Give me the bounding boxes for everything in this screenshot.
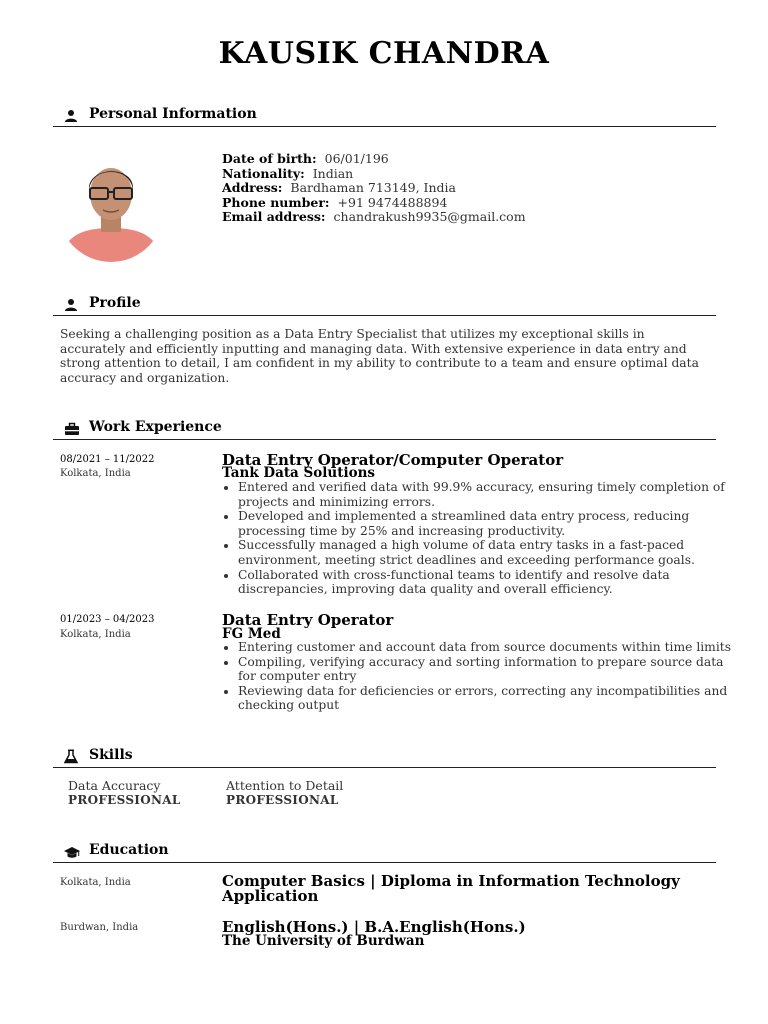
- personal-info-row: Nationality: Indian: [222, 165, 354, 181]
- personal-info-row: Date of birth: 06/01/196: [222, 151, 389, 166]
- job-location: Kolkata, India: [60, 468, 131, 479]
- personal-info-row: Address: Bardhaman 713149, India: [222, 180, 456, 196]
- personal-info-row: Email address: chandrakush9935@gmail.com: [222, 209, 526, 225]
- job-dates: 08/2021 – 11/2022: [60, 454, 155, 465]
- education-location: Burdwan, India: [60, 922, 139, 933]
- skill-item: [226, 779, 343, 807]
- personal-info-row: Phone number: +91 9474488894: [222, 194, 448, 210]
- person-icon: [64, 108, 82, 124]
- briefcase-icon: [64, 421, 82, 437]
- list-item: • Developed and implemented a streamlined data entry process, reducing processing time by 25% and increasing productivity.: [238, 509, 738, 538]
- profile-photo: [57, 150, 165, 262]
- section-title: Education: [89, 842, 169, 858]
- list-item: • Entering customer and account data from source documents within time limits: [238, 640, 738, 655]
- education-title: English(Hons.) | B.A.English(Hons.): [222, 918, 526, 936]
- skill-level: PROFESSIONAL: [68, 793, 181, 807]
- job-title: Data Entry Operator: [222, 611, 394, 629]
- job-company: Tank Data Solutions: [222, 465, 375, 481]
- job-title: Data Entry Operator/Computer Operator: [222, 451, 564, 469]
- skill-name: Attention to Detail: [226, 778, 344, 793]
- education-location: Kolkata, India: [60, 877, 131, 888]
- person-icon: [64, 297, 82, 313]
- section-header-profile: [53, 295, 716, 316]
- section-title: Profile: [89, 295, 141, 311]
- skill-name: Data Accuracy: [68, 778, 161, 793]
- section-title: Skills: [89, 747, 133, 763]
- section-header-skills: [53, 747, 716, 768]
- list-item: • Collaborated with cross-functional teams to identify and resolve data discrepancies, improving data quality and overall efficiency.: [238, 568, 738, 597]
- job-location: Kolkata, India: [60, 629, 131, 640]
- skill-item: [68, 779, 181, 807]
- job-company: FG Med: [222, 626, 281, 642]
- education-title: Computer Basics | Diploma in Information Technology Application: [222, 872, 680, 905]
- job-bullets: [222, 480, 738, 597]
- section-header-personal: [53, 106, 716, 127]
- email-link[interactable]: chandrakush9935@gmail.com: [333, 209, 526, 225]
- list-item: • Compiling, verifying accuracy and sorting information to prepare source data for computer entry: [238, 655, 738, 684]
- list-item: • Entered and verified data with 99.9% accuracy, ensuring timely completion of projects and minimizing errors.: [238, 480, 738, 509]
- flask-icon: [64, 749, 82, 765]
- resume-name: KAUSIK CHANDRA: [218, 36, 550, 71]
- section-title: Work Experience: [89, 419, 222, 435]
- profile-summary: Seeking a challenging position as a Data Entry Specialist that utilizes my exceptional skills in accurately and efficiently inputting and managing data. With extensive experience in data entry and strong attention to detail, I am confident in my ability to contribute to a team and ensure optimal data accuracy and organization.: [60, 327, 699, 386]
- section-header-education: [53, 842, 716, 863]
- job-bullets: [222, 640, 738, 713]
- list-item: • Reviewing data for deficiencies or errors, correcting any incompatibilities and checking output: [238, 684, 738, 713]
- section-header-work: [53, 419, 716, 440]
- section-title: Personal Information: [89, 106, 257, 122]
- skill-level: PROFESSIONAL: [226, 793, 339, 807]
- graduation-cap-icon: [64, 844, 82, 860]
- job-dates: 01/2023 – 04/2023: [60, 614, 155, 625]
- education-institution: The University of Burdwan: [222, 933, 425, 949]
- list-item: • Successfully managed a high volume of data entry tasks in a fast-paced environment, meeting strict deadlines and exceeding performance goals.: [238, 538, 738, 567]
